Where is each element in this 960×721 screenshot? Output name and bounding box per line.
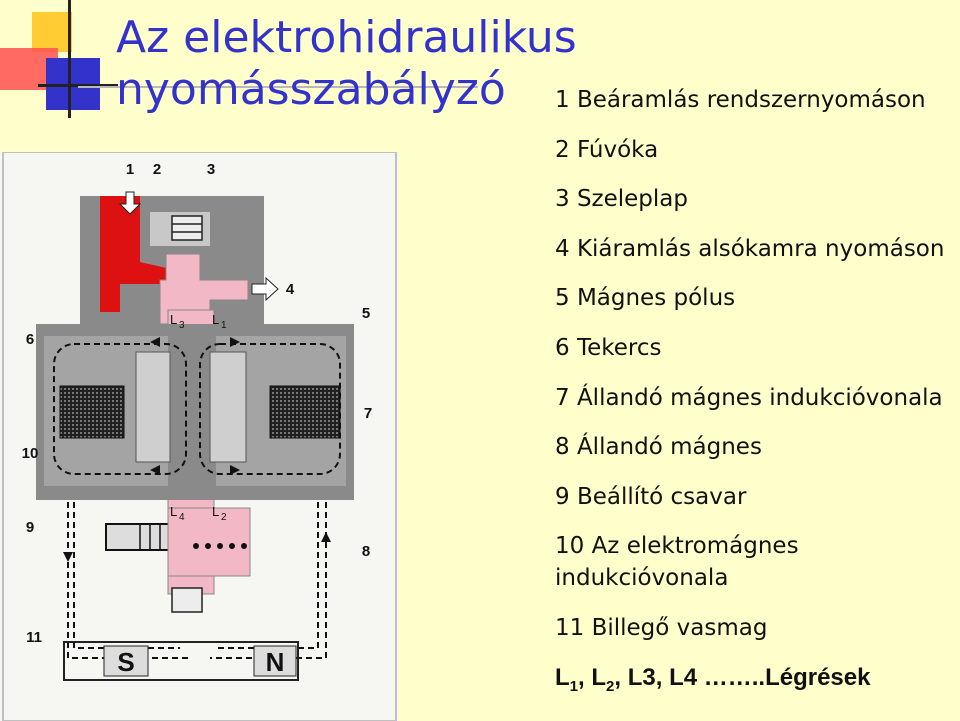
magnet-pole-label: S: [117, 647, 135, 677]
legend-item: 4 Kiáramlás alsókamra nyomáson: [555, 236, 945, 262]
gap-label: L: [170, 312, 178, 327]
legend-item: 11 Billegő vasmag: [555, 615, 768, 641]
legend-item: 8 Állandó mágnes: [555, 434, 762, 460]
diagram-number: 6: [25, 331, 35, 348]
diagram-number: 9: [25, 519, 35, 536]
gap-l2: L: [591, 664, 607, 691]
diagram-number: 7: [363, 405, 373, 422]
legend-item: 3 Szeleplap: [555, 186, 688, 212]
gap-label: L: [212, 312, 220, 327]
legend-item: 9 Beállító csavar: [555, 484, 747, 510]
gap-sep-1: ,: [578, 664, 592, 691]
legend-item: 5 Mágnes pólus: [555, 285, 736, 311]
gap-rest: L3, L4 ……..Légrések: [627, 664, 871, 691]
coil-left: [60, 386, 124, 438]
legend-item: 6 Tekercs: [555, 335, 662, 361]
diagram-number: 2: [152, 161, 162, 178]
legend-item: 7 Állandó mágnes indukcióvonala: [555, 385, 943, 411]
legend-item: 10 Az elektromágnes: [555, 533, 799, 559]
corner-decoration: [0, 0, 120, 120]
diagram-number: 10: [21, 445, 39, 462]
legend-air-gaps: [555, 664, 870, 701]
page-title: [116, 12, 577, 116]
gap-label: 4: [179, 512, 185, 523]
magnet-pole-label: N: [265, 647, 285, 677]
gap-label: 1: [221, 320, 227, 331]
gap-label: 3: [179, 320, 185, 331]
title-line-1: Az elektrohidraulikus: [116, 12, 577, 63]
gap-label: 2: [221, 512, 227, 523]
diagram-number: 5: [361, 305, 371, 322]
gap-l1-sub: 1: [569, 677, 579, 695]
gap-l1: L: [555, 664, 570, 691]
diagram-number: 8: [361, 543, 371, 560]
gap-sep-2: ,: [614, 664, 628, 691]
pressure-regulator-diagram: [0, 152, 398, 721]
legend-item: indukcióvonala: [555, 565, 729, 591]
diagram-number: 3: [206, 161, 216, 178]
legend-item: 1 Beáramlás rendszernyomáson: [555, 87, 926, 113]
diagram-number: 4: [285, 281, 295, 298]
diagram-number: 11: [26, 629, 42, 646]
gap-label: L: [212, 504, 220, 519]
diagram-number: 1: [125, 161, 135, 178]
gap-label: L: [170, 504, 178, 519]
title-line-2: nyomásszabályzó: [116, 64, 506, 115]
gap-l2-sub: 2: [606, 677, 615, 695]
coil-right: [270, 386, 340, 438]
legend-item: 2 Fúvóka: [555, 137, 659, 163]
